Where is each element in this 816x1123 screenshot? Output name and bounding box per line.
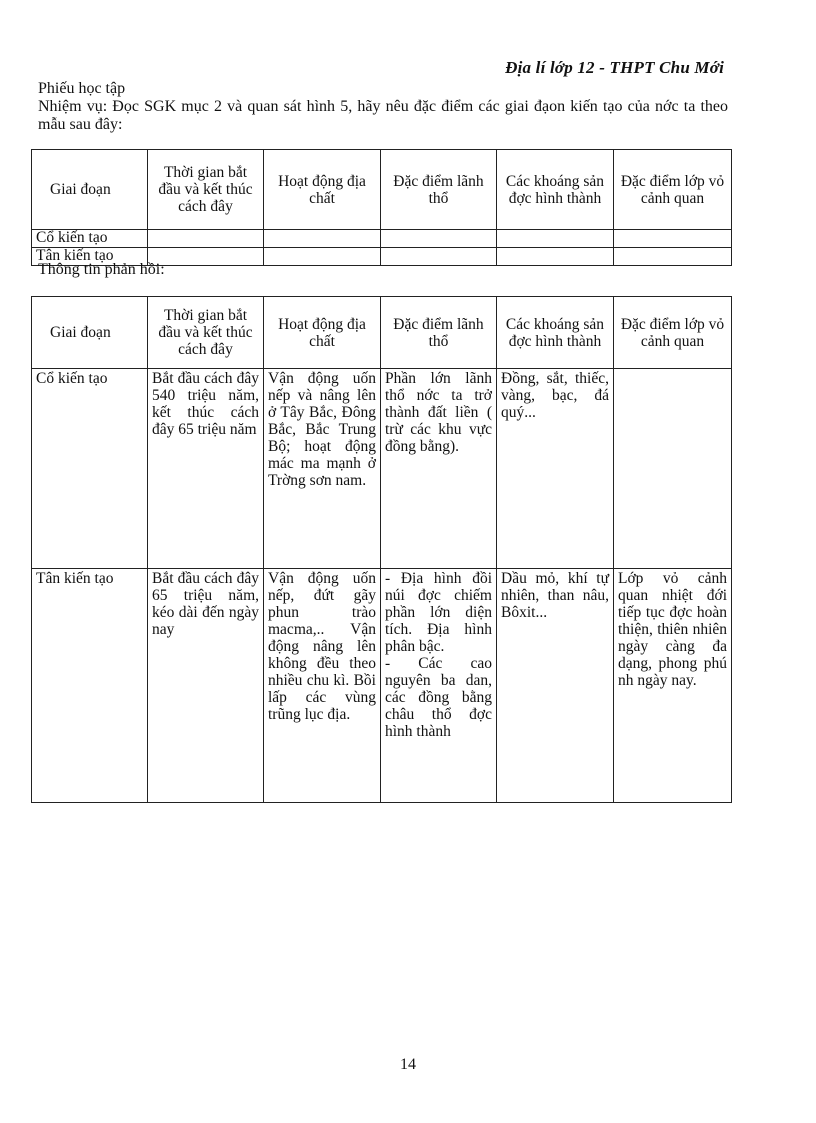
empty-cell xyxy=(381,248,497,266)
worksheet-label: Phiếu học tập xyxy=(38,80,126,97)
empty-cell xyxy=(614,230,732,248)
stage-cell: Tân kiến tạo xyxy=(32,569,148,803)
column-header-territory: Đặc điểm lãnh thổ xyxy=(381,150,497,230)
intro-section xyxy=(38,80,728,134)
column-header-minerals: Các khoáng sản đợc hình thành xyxy=(497,297,614,369)
page-number: 14 xyxy=(400,1056,416,1073)
territory-cell: Phần lớn lãnh thổ nớc ta trở thành đất liền ( trừ các khu vực đồng bằng). xyxy=(381,369,497,569)
table-header-row xyxy=(32,150,732,230)
column-header-stage: Giai đoạn xyxy=(32,297,148,369)
table-row xyxy=(32,230,732,248)
empty-cell xyxy=(614,248,732,266)
column-header-stage: Giai đoạn xyxy=(32,150,148,230)
time-cell: Bắt đầu cách đây 65 triệu năm, kéo dài đến ngày nay xyxy=(148,569,264,803)
empty-cell xyxy=(264,230,381,248)
column-header-minerals: Các khoáng sản đợc hình thành xyxy=(497,150,614,230)
empty-cell xyxy=(497,248,614,266)
landscape-cell xyxy=(614,369,732,569)
column-header-time: Thời gian bắt đầu và kết thúc cách đây xyxy=(148,297,264,369)
feedback-label: Thông tin phản hồi: xyxy=(38,261,165,278)
table-header-row xyxy=(32,297,732,369)
page-header: Địa lí lớp 12 - THPT Chu Mới xyxy=(505,58,724,77)
column-header-time: Thời gian bắt đầu và kết thúc cách đây xyxy=(148,150,264,230)
empty-cell xyxy=(497,230,614,248)
empty-cell xyxy=(264,248,381,266)
stage-cell: Cổ kiến tạo xyxy=(32,369,148,569)
worksheet-table xyxy=(31,149,732,266)
minerals-cell: Đồng, sắt, thiếc, vàng, bạc, đá quý... xyxy=(497,369,614,569)
table-row xyxy=(32,569,732,803)
activity-cell: Vận động uốn nếp, đứt gãy phun trào macma,.. Vận động nâng lên không đều theo nhiều chu kì. Bồi lấp các vùng trũng lục địa. xyxy=(264,569,381,803)
minerals-cell: Dầu mỏ, khí tự nhiên, than nâu, Bôxit... xyxy=(497,569,614,803)
feedback-table xyxy=(31,296,732,803)
time-cell: Bắt đầu cách đây 540 triệu năm, kết thúc cách đây 65 triệu năm xyxy=(148,369,264,569)
stage-cell: Cổ kiến tạo xyxy=(32,230,148,248)
activity-cell: Vận động uốn nếp và nâng lên ở Tây Bắc, Đông Bắc, Bắc Trung Bộ; hoạt động mác ma mạnh ở Trờng sơn nam. xyxy=(264,369,381,569)
column-header-activity: Hoạt động địa chất xyxy=(264,297,381,369)
empty-cell xyxy=(148,230,264,248)
stage-cell: Tân kiến tạo xyxy=(32,248,148,266)
column-header-landscape: Đặc điểm lớp vỏ cảnh quan xyxy=(614,150,732,230)
territory-cell xyxy=(381,569,497,803)
landscape-cell: Lớp vỏ cảnh quan nhiệt đới tiếp tục đợc hoàn thiện, thiên nhiên ngày càng đa dạng, phong phú nh ngày nay. xyxy=(614,569,732,803)
table-row xyxy=(32,369,732,569)
task-instruction: Nhiệm vụ: Đọc SGK mục 2 và quan sát hình 5, hãy nêu đặc điểm các giai đạon kiến tạo của nớc ta theo mẫu sau đây: xyxy=(38,98,728,133)
territory-point: - Địa hình đồi núi đợc chiếm phần lớn diện tích. Địa hình phân bậc. xyxy=(385,570,492,655)
column-header-activity: Hoạt động địa chất xyxy=(264,150,381,230)
territory-point: - Các cao nguyên ba dan, các đồng bằng châu thổ đợc hình thành xyxy=(385,655,492,740)
column-header-territory: Đặc điểm lãnh thổ xyxy=(381,297,497,369)
empty-cell xyxy=(148,248,264,266)
column-header-landscape: Đặc điểm lớp vỏ cảnh quan xyxy=(614,297,732,369)
empty-cell xyxy=(381,230,497,248)
